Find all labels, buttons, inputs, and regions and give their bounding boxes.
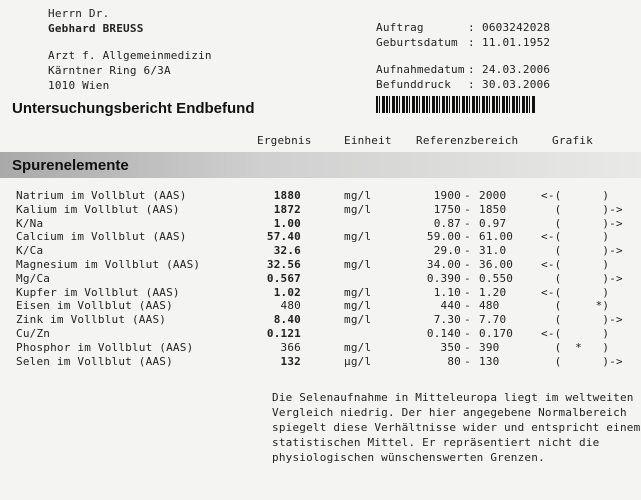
befunddruck-value: 30.03.2006 xyxy=(482,78,551,91)
analyte-name: Cu/Zn xyxy=(16,326,51,340)
note-line: physiologischen wünschenswerten Grenzen. xyxy=(272,451,545,464)
result-value: 0.567 xyxy=(266,271,301,285)
section-title: Spurenelemente xyxy=(12,157,129,174)
geburtsdatum-value: 11.01.1952 xyxy=(482,36,551,49)
table-row xyxy=(0,313,641,327)
reference-high: 1850 xyxy=(479,202,507,216)
note-line: Die Selenaufnahme in Mitteleuropa liegt im weltweiten xyxy=(272,391,634,404)
analyte-name: K/Ca xyxy=(16,244,44,258)
note-line: Vergleich niedrig. Der hier angegebene Normalbereich xyxy=(272,406,627,419)
unit: mg/l xyxy=(344,257,372,271)
reference-dash: - xyxy=(464,285,471,299)
analyte-name: Phosphor im Vollblut (AAS) xyxy=(16,340,194,354)
aufnahmedatum-value: 24.03.2006 xyxy=(482,63,551,76)
result-value: 366 xyxy=(280,340,301,354)
unit: mg/l xyxy=(344,230,372,244)
graph-indicator: ( )-> xyxy=(541,313,623,327)
aufnahmedatum-label: Aufnahmedatum xyxy=(376,63,465,76)
auftrag-value: 0603242028 xyxy=(482,21,551,34)
geburtsdatum-label: Geburtsdatum xyxy=(376,36,458,49)
result-value: 32.56 xyxy=(266,257,301,271)
reference-high: 31.0 xyxy=(479,244,507,258)
recipient-address xyxy=(48,6,212,93)
analyte-name: Zink im Vollblut (AAS) xyxy=(16,313,167,327)
table-row xyxy=(0,299,641,313)
reference-dash: - xyxy=(464,340,471,354)
reference-dash: - xyxy=(464,299,471,313)
analyte-name: Magnesium im Vollblut (AAS) xyxy=(16,257,201,271)
col-header-grafik: Grafik xyxy=(552,134,593,147)
graph-indicator: ( *) xyxy=(541,299,610,313)
reference-high: 1.20 xyxy=(479,285,507,299)
result-value: 1880 xyxy=(273,189,301,202)
reference-low: 34.00 xyxy=(426,257,461,271)
result-value: 1.00 xyxy=(273,216,301,230)
unit: µg/l xyxy=(344,354,372,368)
table-row xyxy=(0,217,641,231)
reference-high: 7.70 xyxy=(479,313,507,327)
analyte-name: Kalium im Vollblut (AAS) xyxy=(16,202,180,216)
table-row xyxy=(0,355,641,369)
graph-indicator: ( * ) xyxy=(541,340,610,354)
report-title: Untersuchungsbericht Endbefund xyxy=(12,100,255,117)
table-row xyxy=(0,189,641,203)
recipient-salutation: Herrn Dr. xyxy=(48,7,110,20)
unit: mg/l xyxy=(344,202,372,216)
reference-dash: - xyxy=(464,326,471,340)
reference-low: 59.00 xyxy=(426,230,461,244)
table-row xyxy=(0,327,641,341)
reference-dash: - xyxy=(464,257,471,271)
reference-high: 36.00 xyxy=(479,257,514,271)
unit: mg/l xyxy=(344,285,372,299)
result-value: 32.6 xyxy=(273,244,301,258)
note-line: spiegelt diese Verhältnisse wider und entspricht einem xyxy=(272,421,641,434)
befunddruck-label: Befunddruck xyxy=(376,78,452,91)
graph-indicator: <-( ) xyxy=(541,326,610,340)
reference-dash: - xyxy=(464,216,471,230)
reference-low: 29.0 xyxy=(433,244,461,258)
reference-low: 1900 xyxy=(433,189,461,202)
reference-low: 80 xyxy=(447,354,461,368)
graph-indicator: ( )-> xyxy=(541,244,623,258)
reference-high: 0.170 xyxy=(479,326,514,340)
recipient-title: Arzt f. Allgemeinmedizin xyxy=(48,49,212,62)
recipient-city: 1010 Wien xyxy=(48,79,110,92)
result-value: 0.121 xyxy=(266,326,301,340)
unit: mg/l xyxy=(344,299,372,313)
result-value: 8.40 xyxy=(273,313,301,327)
analyte-name: Eisen im Vollblut (AAS) xyxy=(16,299,173,313)
graph-indicator: ( )-> xyxy=(541,202,623,216)
reference-high: 2000 xyxy=(479,189,507,202)
reference-low: 1750 xyxy=(433,202,461,216)
reference-dash: - xyxy=(464,271,471,285)
result-value: 1.02 xyxy=(273,285,301,299)
graph-indicator: <-( ) xyxy=(541,285,610,299)
reference-high: 130 xyxy=(479,354,500,368)
table-row xyxy=(0,258,641,272)
unit: mg/l xyxy=(344,340,372,354)
analyte-name: Kupfer im Vollblut (AAS) xyxy=(16,285,180,299)
table-row xyxy=(0,203,641,217)
barcode xyxy=(376,96,536,113)
col-header-referenzbereich: Referenzbereich xyxy=(416,134,519,147)
reference-low: 7.30 xyxy=(433,313,461,327)
graph-indicator: ( )-> xyxy=(541,216,623,230)
analyte-name: Natrium im Vollblut (AAS) xyxy=(16,189,187,202)
recipient-street: Kärntner Ring 6/3A xyxy=(48,64,171,77)
col-header-ergebnis: Ergebnis xyxy=(257,134,312,147)
table-row xyxy=(0,230,641,244)
graph-indicator: <-( ) xyxy=(541,257,610,271)
analyte-name: Selen im Vollblut (AAS) xyxy=(16,354,173,368)
unit: mg/l xyxy=(344,313,372,327)
reference-high: 61.00 xyxy=(479,230,514,244)
reference-low: 350 xyxy=(440,340,461,354)
table-row xyxy=(0,341,641,355)
graph-indicator: ( )-> xyxy=(541,354,623,368)
reference-dash: - xyxy=(464,354,471,368)
analyte-name: K/Na xyxy=(16,216,44,230)
reference-high: 390 xyxy=(479,340,500,354)
result-value: 132 xyxy=(280,354,301,368)
auftrag-label: Auftrag xyxy=(376,21,424,34)
reference-low: 0.87 xyxy=(433,216,461,230)
result-table xyxy=(0,189,641,368)
analyte-name: Calcium im Vollblut (AAS) xyxy=(16,230,187,244)
reference-low: 1.10 xyxy=(433,285,461,299)
table-row xyxy=(0,286,641,300)
reference-dash: - xyxy=(464,189,471,202)
report-meta: Auftrag : 0603242028 Geburtsdatum : 11.01.1952 Aufnahmedatum : 24.03.2006 Befunddruck : 30.03.2006 xyxy=(376,21,551,91)
reference-dash: - xyxy=(464,202,471,216)
note-line: statistischen Mittel. Er repräsentiert nicht die xyxy=(272,436,600,449)
reference-dash: - xyxy=(464,313,471,327)
reference-high: 0.97 xyxy=(479,216,507,230)
result-value: 1872 xyxy=(273,202,301,216)
analyte-name: Mg/Ca xyxy=(16,271,51,285)
col-header-einheit: Einheit xyxy=(344,134,392,147)
reference-high: 480 xyxy=(479,299,500,313)
table-row xyxy=(0,244,641,258)
result-value: 480 xyxy=(280,299,301,313)
reference-low: 440 xyxy=(440,299,461,313)
result-value: 57.40 xyxy=(266,230,301,244)
unit: mg/l xyxy=(344,189,372,202)
reference-high: 0.550 xyxy=(479,271,514,285)
selen-note xyxy=(272,390,640,465)
recipient-name: Gebhard BREUSS xyxy=(48,22,144,35)
reference-dash: - xyxy=(464,230,471,244)
reference-dash: - xyxy=(464,244,471,258)
column-headers xyxy=(0,134,641,150)
reference-low: 0.390 xyxy=(426,271,461,285)
graph-indicator: <-( ) xyxy=(541,189,610,202)
graph-indicator: <-( ) xyxy=(541,230,610,244)
graph-indicator: ( )-> xyxy=(541,271,623,285)
table-row xyxy=(0,272,641,286)
reference-low: 0.140 xyxy=(426,326,461,340)
